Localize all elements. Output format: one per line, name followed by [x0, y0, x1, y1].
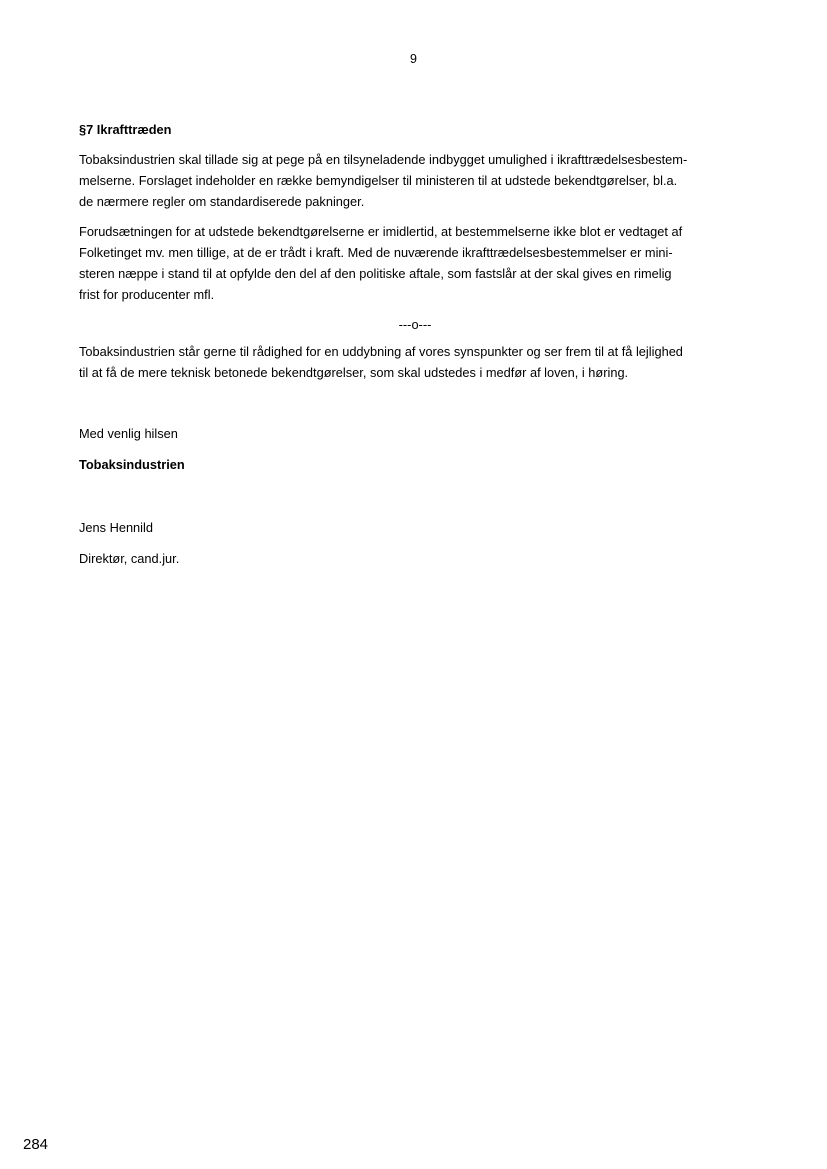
- closing-block: [79, 423, 751, 569]
- greeting: Med venlig hilsen: [79, 426, 178, 441]
- page-number: 9: [410, 52, 417, 66]
- paragraph-line: melserne. Forslaget indeholder en række bemyndigelser til ministeren til at udstede bekendtgørelser, bl.a.: [79, 173, 678, 188]
- signature-space: [79, 485, 751, 517]
- paragraph-line: steren næppe i stand til at opfylde den del af den politiske aftale, som fastslår at der skal gives en rimelig: [79, 266, 672, 281]
- section-heading: §7 Ikrafttræden: [79, 122, 172, 137]
- paragraph-line: Folketinget mv. men tillige, at de er trådt i kraft. Med de nuværende ikrafttrædelsesbestemmelser er mini-: [79, 245, 673, 260]
- letter-body: [79, 119, 751, 579]
- paragraph-forudsaetning: [79, 221, 751, 305]
- paragraph-line: til at få de mere teknisk betonede bekendtgørelser, som skal udstedes i medfør af loven, i høring.: [79, 365, 629, 380]
- section-separator: ---o---: [398, 317, 432, 332]
- paragraph-line: Forudsætningen for at udstede bekendtgørelserne er imidlertid, at bestemmelserne ikke blot er vedtaget af: [79, 224, 683, 239]
- signatory-name: Jens Hennild: [79, 520, 153, 535]
- signatory-title: Direktør, cand.jur.: [79, 551, 180, 566]
- paragraph-ikrafttraeden: [79, 149, 751, 212]
- paragraph-line: frist for producenter mfl.: [79, 287, 215, 302]
- paragraph-line: Tobaksindustrien står gerne til rådighed for en uddybning af vores synspunkter og ser frem til at få lejlighed: [79, 344, 683, 359]
- paragraph-conclusion: [79, 341, 751, 383]
- footer-page-number: 284: [23, 1136, 49, 1153]
- organization-name: Tobaksindustrien: [79, 457, 185, 472]
- paragraph-line: Tobaksindustrien skal tillade sig at pege på en tilsyneladende indbygget umulighed i ikrafttrædelsesbestem-: [79, 152, 688, 167]
- paragraph-line: de nærmere regler om standardiserede pakninger.: [79, 194, 365, 209]
